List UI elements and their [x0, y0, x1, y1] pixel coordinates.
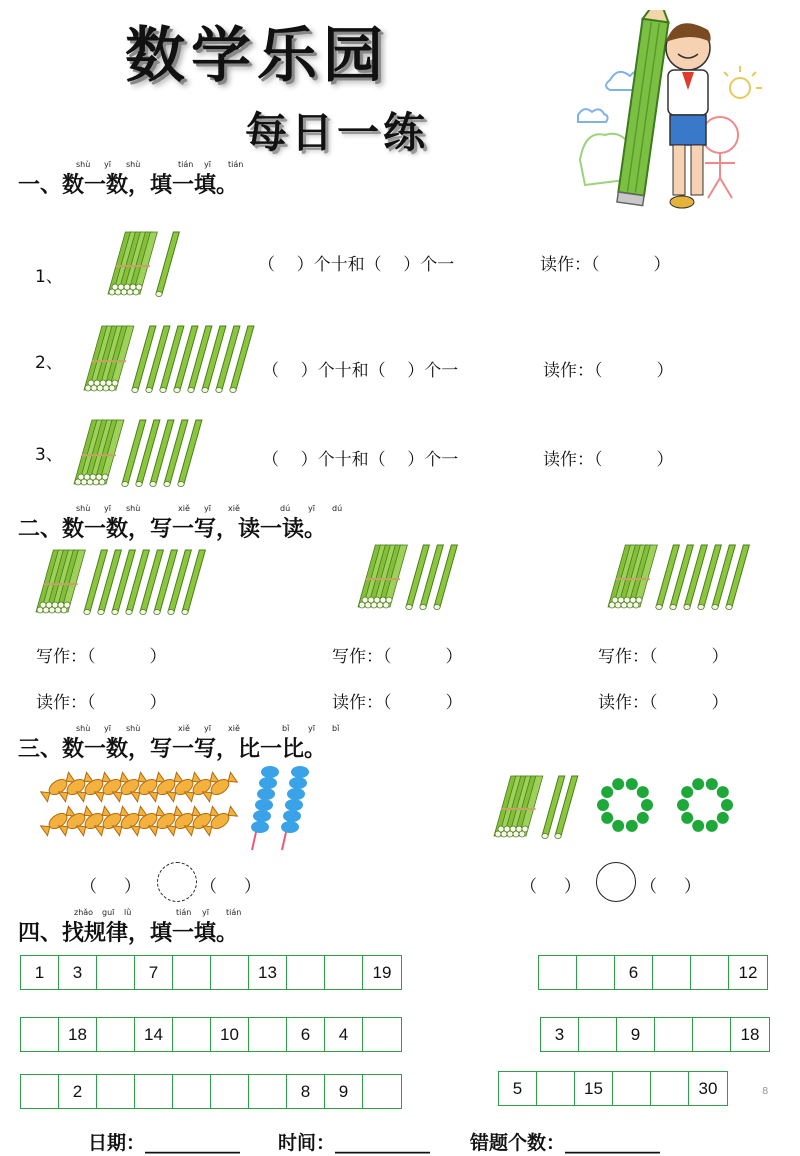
- row-number: 2、: [35, 353, 63, 373]
- sequence-cell[interactable]: [211, 956, 249, 989]
- section-2-pinyin: shù yī shù xiě yī xiě dú yī dú: [76, 504, 343, 513]
- compare-left-blank[interactable]: （ ）: [520, 877, 582, 897]
- read-as-blank[interactable]: 读作：（ ）: [332, 693, 463, 713]
- sequence-cell[interactable]: 13: [249, 956, 287, 989]
- sequence-cell[interactable]: 4: [325, 1018, 363, 1051]
- page-number: 8: [762, 1086, 769, 1097]
- stick-bundle: [84, 326, 134, 391]
- green-dot: [681, 812, 693, 824]
- read-as-blank[interactable]: 读作：（ ）: [543, 450, 674, 470]
- sequence-cell[interactable]: 12: [738, 962, 758, 982]
- write-as-blank[interactable]: 写作：（ ）: [598, 647, 729, 667]
- sequence-cell[interactable]: [21, 1075, 59, 1108]
- sequence-row-left-3: [20, 1074, 402, 1109]
- green-dot: [717, 786, 729, 798]
- sequence-cell[interactable]: 3: [59, 956, 97, 989]
- row-number: 1、: [35, 267, 63, 287]
- sequence-cell[interactable]: [363, 1075, 401, 1108]
- sequence-row-right-3: [498, 1071, 728, 1106]
- tens-ones-blank[interactable]: （ ）个十和（ ）个一: [262, 361, 459, 381]
- sequence-cell[interactable]: [21, 1018, 59, 1051]
- sequence-cell[interactable]: [97, 1075, 135, 1108]
- green-dot: [637, 786, 649, 798]
- date-field[interactable]: 日期：__________: [88, 1132, 241, 1154]
- green-dot: [692, 778, 704, 790]
- green-dot: [612, 778, 624, 790]
- sequence-cell[interactable]: 10: [211, 1018, 249, 1051]
- compare-right-blank[interactable]: （ ）: [200, 877, 262, 897]
- green-dot: [637, 812, 649, 824]
- stick-bundle: [36, 550, 85, 613]
- sequence-cell[interactable]: [173, 1075, 211, 1108]
- green-dot: [626, 820, 638, 832]
- sequence-cell[interactable]: 3: [541, 1018, 579, 1051]
- sequence-cell[interactable]: 14: [135, 1018, 173, 1051]
- errors-count-field[interactable]: 错题个数：__________: [470, 1132, 661, 1154]
- sequence-cell[interactable]: [287, 956, 325, 989]
- green-dot: [677, 799, 689, 811]
- section-1-heading: 一、数一数，填一填。: [18, 173, 239, 198]
- page-subtitle: 每日一练: [245, 108, 430, 157]
- sequence-cell[interactable]: 19: [372, 962, 392, 982]
- green-dot: [641, 799, 653, 811]
- green-dot: [692, 820, 704, 832]
- sequence-row-left-1: [20, 955, 402, 990]
- sequence-cell[interactable]: 15: [575, 1072, 613, 1105]
- sequence-cell[interactable]: [655, 1018, 693, 1051]
- stick-bundle: [74, 420, 124, 485]
- sequence-cell[interactable]: [653, 956, 691, 989]
- section-4-heading: 四、找规律，填一填。: [18, 921, 239, 946]
- compare-circle[interactable]: [157, 862, 197, 902]
- sequence-cell[interactable]: 6: [287, 1018, 325, 1051]
- sequence-cell[interactable]: [173, 1018, 211, 1051]
- sequence-cell[interactable]: [539, 956, 577, 989]
- sequence-cell[interactable]: 9: [325, 1075, 363, 1108]
- sequence-cell[interactable]: [691, 956, 729, 989]
- compare-right-blank[interactable]: （ ）: [640, 877, 702, 897]
- skewers-illustration: [240, 760, 320, 860]
- write-as-blank[interactable]: 写作：（ ）: [36, 647, 167, 667]
- time-field[interactable]: 时间：__________: [278, 1132, 431, 1154]
- sequence-row-right-1: [538, 955, 768, 990]
- sequence-cell[interactable]: [325, 956, 363, 989]
- read-as-blank[interactable]: 读作：（ ）: [540, 255, 671, 275]
- section-3-heading: 三、数一数，写一写，比一比。: [18, 737, 327, 762]
- sequence-cell[interactable]: [613, 1072, 651, 1105]
- sequence-cell[interactable]: [693, 1018, 731, 1051]
- sequence-cell[interactable]: [135, 1075, 173, 1108]
- sequence-cell[interactable]: [537, 1072, 575, 1105]
- section-1-pinyin: shù yī shù tián yī tián: [76, 160, 244, 169]
- row-number: 3、: [35, 445, 63, 465]
- green-dot: [717, 812, 729, 824]
- sequence-cell[interactable]: [363, 1018, 401, 1051]
- sequence-cell[interactable]: 1: [21, 956, 59, 989]
- stick-bundle: [494, 776, 543, 837]
- section-4-pinyin: zhǎo guī lǜ tián yī tián: [74, 908, 242, 917]
- stick-bundle: [608, 545, 657, 608]
- sequence-cell[interactable]: 9: [617, 1018, 655, 1051]
- green-dot: [612, 820, 624, 832]
- sequence-cell[interactable]: 30: [698, 1078, 718, 1098]
- sequence-cell[interactable]: 8: [287, 1075, 325, 1108]
- green-dot: [597, 799, 609, 811]
- sequence-cell[interactable]: [173, 956, 211, 989]
- counting-stick: [156, 232, 180, 297]
- compare-left-blank[interactable]: （ ）: [80, 877, 142, 897]
- tens-ones-blank[interactable]: （ ）个十和（ ）个一: [258, 255, 455, 275]
- sequence-cell[interactable]: [577, 956, 615, 989]
- sequence-cell[interactable]: [249, 1075, 287, 1108]
- read-as-blank[interactable]: 读作：（ ）: [598, 693, 729, 713]
- sequence-cell[interactable]: [579, 1018, 617, 1051]
- green-dot: [626, 778, 638, 790]
- read-as-blank[interactable]: 读作：（ ）: [36, 693, 167, 713]
- green-dot: [601, 786, 613, 798]
- write-as-blank[interactable]: 写作：（ ）: [332, 647, 463, 667]
- sequence-cell[interactable]: 2: [59, 1075, 97, 1108]
- section-3-pinyin: shù yī shù xiě yī xiě bǐ yī bǐ: [76, 724, 340, 733]
- sequence-cell[interactable]: 6: [615, 956, 653, 989]
- page-title: 数学乐园: [125, 21, 389, 91]
- candies-illustration: [40, 765, 240, 845]
- sequence-row-right-2: [540, 1017, 770, 1052]
- sequence-cell[interactable]: [97, 1018, 135, 1051]
- sequence-cell[interactable]: [97, 956, 135, 989]
- sequence-cell[interactable]: 5: [499, 1072, 537, 1105]
- section-2-heading: 二、数一数，写一写，读一读。: [18, 517, 327, 542]
- compare-circle[interactable]: [596, 862, 636, 902]
- tens-ones-blank[interactable]: （ ）个十和（ ）个一: [262, 450, 459, 470]
- dot-rings-illustration: [595, 775, 745, 835]
- stick-bundle: [358, 545, 407, 608]
- green-dot: [681, 786, 693, 798]
- sequence-cell[interactable]: 18: [740, 1024, 760, 1044]
- green-dot: [601, 812, 613, 824]
- green-dot: [706, 778, 718, 790]
- green-dot: [721, 799, 733, 811]
- stick-bundle: [108, 232, 157, 295]
- sequence-cell[interactable]: [651, 1072, 689, 1105]
- read-as-blank[interactable]: 读作：（ ）: [543, 361, 674, 381]
- sequence-cell[interactable]: [211, 1075, 249, 1108]
- sequence-cell[interactable]: 18: [59, 1018, 97, 1051]
- sequence-cell[interactable]: 7: [135, 956, 173, 989]
- sequence-row-left-2: [20, 1017, 402, 1052]
- sequence-cell[interactable]: [249, 1018, 287, 1051]
- green-dot: [706, 820, 718, 832]
